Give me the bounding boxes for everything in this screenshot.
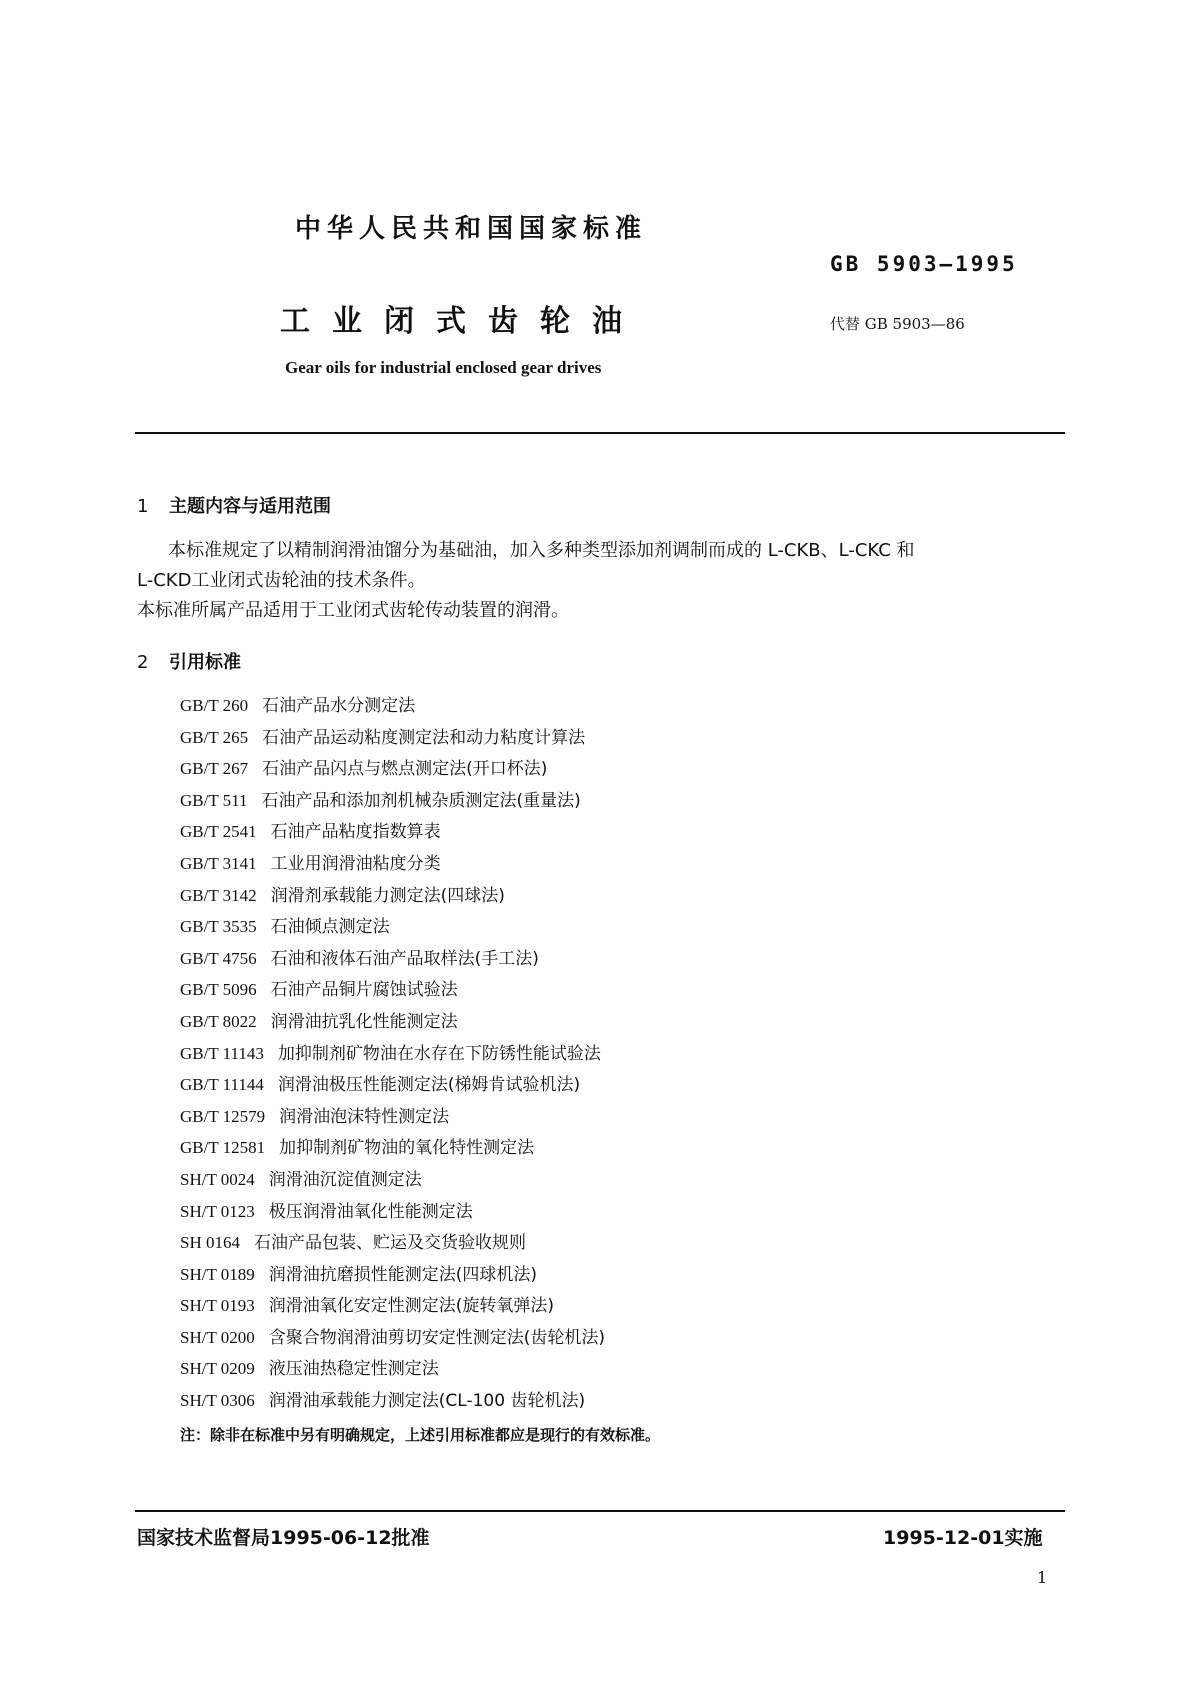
reference-code: GB/T 11143: [180, 1043, 264, 1063]
reference-code: GB/T 5096: [180, 980, 257, 1000]
reference-name: 极压润滑油氧化性能测定法: [268, 1201, 473, 1222]
reference-name: 加抑制剂矿物油在水存在下防锈性能试验法: [277, 1043, 601, 1064]
reference-name: 石油产品粘度指数算表: [270, 822, 441, 843]
reference-name: 润滑剂承载能力测定法(四球法): [270, 885, 505, 906]
reference-item: [180, 1259, 605, 1291]
reference-name: 石油产品包装、贮运及交货验收规则: [253, 1233, 526, 1254]
reference-note: 注：除非在标准中另有明确规定，上述引用标准都应是现行的有效标准。: [180, 1426, 661, 1444]
reference-code: SH/T 0193: [180, 1296, 255, 1316]
reference-code: GB/T 3141: [180, 853, 257, 873]
reference-name: 石油产品和添加剂机械杂质测定法(重量法): [261, 790, 581, 811]
reference-name: 润滑油沉淀值测定法: [268, 1169, 422, 1190]
reference-code: SH/T 0209: [180, 1359, 255, 1379]
section-number: 2: [137, 652, 149, 673]
reference-item: [180, 1322, 605, 1354]
reference-code: GB/T 267: [180, 759, 249, 779]
reference-code: SH 0164: [180, 1233, 240, 1253]
reference-name: 润滑油泡沫特性测定法: [279, 1106, 450, 1127]
page-number: 1: [1037, 1568, 1048, 1587]
reference-code: SH/T 0024: [180, 1169, 255, 1189]
reference-code: GB/T 511: [180, 790, 248, 810]
effective-date: 1995-12-01实施: [883, 1527, 1043, 1549]
reference-code: GB/T 12579: [180, 1106, 266, 1126]
section-title: 引用标准: [169, 652, 241, 673]
reference-item: [180, 1290, 605, 1322]
reference-name: 石油倾点测定法: [270, 917, 390, 938]
reference-name: 石油和液体石油产品取样法(手工法): [270, 948, 539, 969]
reference-code: GB/T 2541: [180, 822, 257, 842]
reference-name: 润滑油抗乳化性能测定法: [270, 1011, 458, 1032]
approval-info: 国家技术监督局1995-06-12批准: [137, 1527, 430, 1549]
reference-item: [180, 1006, 605, 1038]
footer-divider: [135, 1510, 1065, 1512]
reference-name: 润滑油抗磨损性能测定法(四球机法): [268, 1264, 538, 1285]
reference-name: 润滑油氧化安定性测定法(旋转氧弹法): [268, 1296, 555, 1317]
reference-item: [180, 1101, 605, 1133]
reference-name: 石油产品铜片腐蚀试验法: [270, 980, 458, 1001]
reference-item: [180, 722, 605, 754]
reference-item: [180, 1385, 605, 1417]
section-1-paragraph-line: 本标准规定了以精制润滑油馏分为基础油，加入多种类型添加剂调制而成的 L-CKB、L-CKC 和: [168, 540, 915, 561]
section-title: 主题内容与适用范围: [169, 496, 331, 517]
reference-item: [180, 880, 605, 912]
reference-item: [180, 1196, 605, 1228]
reference-code: GB/T 265: [180, 727, 249, 747]
reference-code: GB/T 3535: [180, 917, 257, 937]
reference-code: GB/T 12581: [180, 1138, 266, 1158]
national-standard-title: 中华人民共和国国家标准: [295, 214, 648, 244]
reference-name: 加抑制剂矿物油的氧化特性测定法: [279, 1138, 535, 1159]
reference-item: [180, 1227, 605, 1259]
reference-item: [180, 911, 605, 943]
reference-code: SH/T 0306: [180, 1391, 255, 1411]
reference-item: [180, 753, 605, 785]
reference-item: [180, 785, 605, 817]
reference-code: SH/T 0123: [180, 1201, 255, 1221]
replaces-standard: 代替 GB 5903—86: [830, 315, 965, 333]
reference-item: [180, 1069, 605, 1101]
reference-item: [180, 1353, 605, 1385]
reference-item: [180, 690, 605, 722]
reference-item: [180, 943, 605, 975]
reference-item: [180, 848, 605, 880]
header-divider: [135, 432, 1065, 434]
reference-name: 润滑油承载能力测定法(CL-100 齿轮机法): [268, 1391, 586, 1412]
document-title-cn: 工业闭式齿轮油: [280, 304, 644, 339]
reference-code: GB/T 8022: [180, 1011, 257, 1031]
document-title-en: Gear oils for industrial enclosed gear drives: [285, 358, 602, 377]
section-number: 1: [137, 496, 149, 517]
reference-name: 石油产品闪点与燃点测定法(开口杯法): [262, 759, 548, 780]
reference-name: 石油产品水分测定法: [262, 696, 416, 716]
reference-item: [180, 816, 605, 848]
reference-code: GB/T 4756: [180, 948, 257, 968]
reference-name: 石油产品运动粘度测定法和动力粘度计算法: [262, 727, 586, 748]
reference-item: [180, 1132, 605, 1164]
reference-code: SH/T 0200: [180, 1327, 255, 1347]
reference-code: GB/T 260: [180, 696, 249, 715]
reference-name: 工业用润滑油粘度分类: [270, 853, 441, 874]
reference-list: [180, 690, 605, 1417]
reference-item: [180, 1164, 605, 1196]
section-2-heading: [137, 648, 241, 674]
reference-item: [180, 1038, 605, 1070]
standard-number: GB 5903—1995: [830, 252, 1018, 276]
reference-item: [180, 974, 605, 1006]
reference-code: SH/T 0189: [180, 1264, 255, 1284]
section-1-heading: [137, 492, 331, 518]
reference-code: GB/T 3142: [180, 885, 257, 905]
reference-code: GB/T 11144: [180, 1075, 264, 1095]
reference-name: 液压油热稳定性测定法: [268, 1359, 439, 1380]
section-1-paragraph-line: L-CKD工业闭式齿轮油的技术条件。: [137, 570, 426, 591]
reference-name: 润滑油极压性能测定法(梯姆肯试验机法): [277, 1075, 581, 1096]
reference-name: 含聚合物润滑油剪切安定性测定法(齿轮机法): [268, 1327, 606, 1348]
section-1-paragraph: 本标准所属产品适用于工业闭式齿轮传动装置的润滑。: [137, 600, 569, 621]
